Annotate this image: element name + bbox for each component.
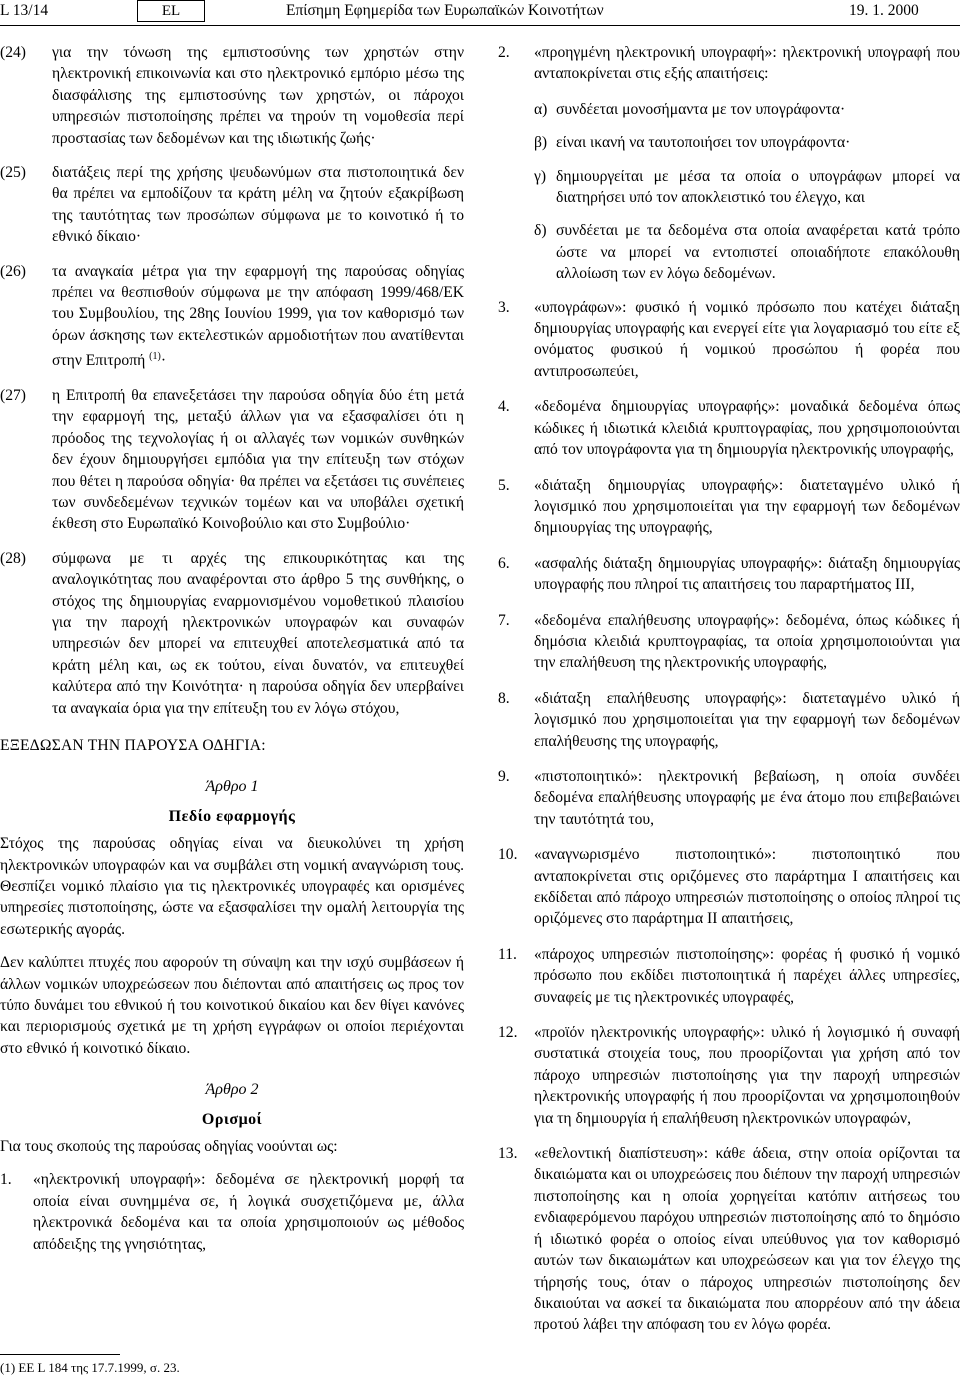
article-1-title: Πεδίο εφαρμογής <box>168 807 296 825</box>
issue-date: 19. 1. 2000 <box>849 2 919 19</box>
definition-number: 4. <box>498 398 510 416</box>
definition-text: «πάροχος υπηρεσιών πιστοποίησης»: φορέας ή φυσικό ή νομικό πρόσωπο που εκδίδει πιστοποιητικά ή παρέχει άλλες υπηρεσίες, συναφείς με τις ηλεκτρονικές υπογραφές, <box>534 945 960 1006</box>
definition-number: 3. <box>498 298 510 316</box>
definition-number: 2. <box>498 44 510 61</box>
recital <box>0 385 464 535</box>
recital <box>0 162 464 248</box>
definition-item <box>498 553 960 596</box>
recital-text: η Επιτροπή θα επανεξετάσει την παρούσα οδηγία δύο έτη μετά την εφαρμογή της, μεταξύ άλλων για να εξασφαλίσει ότι η πρόοδος της τεχνολογίας ή οι αλλαγές των νομικών συνθηκών δεν έχουν δημιουργήσει εμπόδια για την επίτευξη των στόχων που θέτει η παρούσα οδηγία· θα πρέπει να εξετάσει τις συνέπειες των συνδεδεμένων τεχνικών τομέων και να υποβάλει σχετική έκθεση στο Ευρωπαϊκό Κοινοβούλιο και στο Συμβούλιο· <box>52 386 464 533</box>
footnote-mark: (1) <box>0 1360 16 1375</box>
definition-number: 1. <box>0 1171 12 1189</box>
subitem-letter: α) <box>534 100 548 118</box>
definition-sublist <box>498 99 960 285</box>
recital-number: (25) <box>0 164 26 182</box>
recital-text-wrap <box>52 261 464 372</box>
subitem-letter: δ) <box>534 222 547 240</box>
definition-text: «αναγνωρισμένο πιστοποιητικό»: πιστοποιητικό που ανταποκρίνεται στις οριζόμενες στο παράρτημα I απαιτήσεις και εκδίδεται από πάροχο υπηρεσιών πιστοποίησης ο οποίος πληροί τις οριζόμενες στο παράρτημα II απαιτήσεις, <box>534 846 960 928</box>
footnote-text: ΕΕ L 184 της 17.7.1999, σ. 23. <box>18 1360 180 1375</box>
subitem-text: δημιουργείται με μέσα τα οποία ο υπογράφων μπορεί να διατηρήσει υπό τον αποκλειστικό του έλεγχο, και <box>556 167 960 207</box>
definition-subitem <box>534 220 960 284</box>
definition-subitem <box>534 132 960 153</box>
definition-subitem <box>534 99 960 120</box>
article-1-paragraph: Στόχος της παρούσας οδηγίας είναι να διευκολύνει τη χρήση ηλεκτρονικών υπογραφών και να συμβάλει στη νομική αναγνώριση τους. Θεσπίζει νομικό πλαίσιο για τις ηλεκτρονικές υπογραφές και ορισμένες υπηρεσίες πιστοποίησης, ώστε να εξασφαλίσει την ομαλή λειτουργία της εσωτερικής αγοράς. <box>0 835 464 938</box>
definition-text: «ασφαλής διάταξη δημιουργίας υπογραφής»: διάταξη δημιουργίας υπογραφής που πληροί τις απαιτήσεις του παραρτήματος III, <box>534 554 960 594</box>
definition-item <box>498 610 960 674</box>
article-2-label: Άρθρο 2 <box>205 1081 259 1099</box>
recital-text: διατάξεις περί της χρήσης ψευδωνύμων στα πιστοποιητικά δεν θα πρέπει να εμποδίζουν τα κράτη μέλη να ζητούν εξακρίβωση της ταυτότητας των προσώπων σύμφωνα με το κοινοτικό ή το εθνικό δίκαιο· <box>52 164 464 246</box>
recital <box>0 261 464 372</box>
article-2-title: Ορισμοί <box>201 1110 263 1128</box>
footnote-ref[interactable]: (1) <box>149 351 161 363</box>
recital-number: (28) <box>0 549 26 567</box>
definition-text: «προηγμένη ηλεκτρονική υπογραφή»: ηλεκτρονική υπογραφή που ανταποκρίνεται στις εξής απαιτήσεις: <box>534 44 960 83</box>
definition-text: «εθελοντική διαπίστευση»: κάθε άδεια, στην οποία ορίζονται τα δικαιώματα και οι υποχρεώσεις που διέπουν την παροχή υπηρεσιών πιστοποίησης και η οποία χορηγείται κατόπιν αιτήσεως του ενδιαφερόμενου παρόχου υπηρεσιών πιστοποίησης από το δημόσιο ή ιδιωτικό φορέα ο οποίος είναι υπεύθυνος για τον καθορισμό αυτών των δικαιωμάτων και υποχρεώσεων και για τον έλεγχο της τήρησής τους, όταν ο πάροχος υπηρεσιών πιστοποίησης δεν δικαιούται να ασκεί τα δικαιώματα που απορρέουν από την άδεια προτού λάβει την απόφαση του εν λόγω φορέα. <box>534 1145 960 1334</box>
recital-number: (26) <box>0 262 26 280</box>
definition-number: 5. <box>498 476 510 494</box>
article-2-intro: Για τους σκοπούς της παρούσας οδηγίας νοούνται ως: <box>0 1138 338 1156</box>
definition-item <box>498 844 960 930</box>
subitem-letter: β) <box>534 134 548 152</box>
definition-text: «προϊόν ηλεκτρονικής υπογραφής»: υλικό ή λογισμικό ή συναφή συστατικά στοιχεία τους, που προορίζονται για χρήση από τον πάροχο υπηρεσιών πιστοποίησης για την παροχή υπηρεσιών ηλεκτρονικής υπογραφής ή που προορίζονται να χρησιμοποιηθούν για τη δημιουργία ή επαλήθευση ηλεκτρονικών υπογραφών, <box>534 1024 960 1127</box>
footnote <box>0 1360 180 1376</box>
language-badge: EL <box>137 0 205 22</box>
definition-number: 8. <box>498 689 510 707</box>
definition-number: 12. <box>498 1024 518 1042</box>
definition-item <box>498 1022 960 1129</box>
definition-number: 9. <box>498 767 510 785</box>
definition-subitem <box>534 166 960 209</box>
definition-item <box>498 766 960 830</box>
journal-title: Επίσημη Εφημερίδα των Ευρωπαϊκών Κοινοτήτων <box>286 2 604 19</box>
recital <box>0 42 464 149</box>
right-column <box>498 42 960 1350</box>
definition-number: 7. <box>498 611 510 629</box>
subitem-text: είναι ικανή να ταυτοποιήσει τον υπογράφοντα· <box>556 134 851 152</box>
article-1-label: Άρθρο 1 <box>205 778 259 796</box>
subitem-text: συνδέεται μονοσήμαντα με τον υπογράφοντα· <box>556 100 846 118</box>
page-header <box>0 0 960 30</box>
definition-number: 10. <box>498 846 518 864</box>
definition-item <box>498 297 960 383</box>
definition-text: «υπογράφων»: φυσικό ή νομικό πρόσωπο που κατέχει διάταξη δημιουργίας υπογραφής και ενεργεί είτε για λογαριασμό του είτε εξ ονόματος φυσικού ή νομικού προσώπου ή φορέα που αντιπροσωπεύει, <box>534 298 960 380</box>
recital-text: σύμφωνα με τι αρχές της επικουρικότητας και της αναλογικότητας που αναφέρονται στο άρθρο 5 της συνθήκης, ο στόχος της δημιουργίας εναρμονισμένου νομοθετικού πλαισίου για την παροχή ηλεκτρονικών υπογραφών και συναφών υπηρεσιών δεν μπορεί να επιτευχθεί αποτελεσματικά από τα κράτη μέλη και, ως εκ τούτου, είναι δυνατόν, να επιτευχθεί καλύτερα από την Κοινότητα· η παρούσα οδηγία δεν υπερβαίνει τα αναγκαία όρια για την επίτευξη του εν λόγω στόχου, <box>52 549 464 717</box>
definition-item <box>498 1143 960 1336</box>
recital-tail: · <box>160 352 167 370</box>
recital-number: (27) <box>0 386 26 404</box>
enacting-formula: ΕΞΕΔΩΣΑΝ ΤΗΝ ΠΑΡΟΥΣΑ ΟΔΗΓΙΑ: <box>0 736 266 754</box>
definition-text: «διάταξη επαλήθευσης υπογραφής»: διατεταγμένο υλικό ή λογισμικό που χρησιμοποιείται για την εφαρμογή των δεδομένων επαλήθευσης της υπογραφής, <box>534 689 960 750</box>
footnote-rule <box>0 1354 120 1355</box>
definition-text: «πιστοποιητικό»: ηλεκτρονική βεβαίωση, η οποία συνδέει δεδομένα επαλήθευσης υπογραφής με ένα άτομο που επιβεβαιώνει την ταυτότητά του, <box>534 767 960 828</box>
definition-text: «δεδομένα επαλήθευσης υπογραφής»: δεδομένα, όπως κώδικες ή δημόσια κλειδιά κρυπτογραφίας, τα οποία χρησιμοποιούνται για την επαλήθευση της ηλεκτρονικής υπογραφής, <box>534 611 960 672</box>
definition-number: 13. <box>498 1145 518 1163</box>
definition-item <box>0 1169 464 1255</box>
article-1-paragraph: Δεν καλύπτει πτυχές που αφορούν τη σύναψη και την ισχύ συμβάσεων ή άλλων νομικών υποχρεώσεων που διέπονται από απαιτήσεις ως προς τον τύπο δυνάμει του εθνικού ή του κοινοτικού δικαίου και δεν θίγει κανόνες και περιορισμούς σχετικά με τη χρήση εγγράφων οι οποίοι περιέχονται στο εθνικό ή κοινοτικό δίκαιο. <box>0 954 464 1057</box>
recital <box>0 548 464 719</box>
definition-number: 11. <box>498 945 517 963</box>
definition-item <box>498 42 960 85</box>
definition-number: 6. <box>498 554 510 572</box>
definition-text: «διάταξη δημιουργίας υπογραφής»: διατεταγμένο υλικό ή λογισμικό που χρησιμοποιείται για την εφαρμογή των δεδομένων δημιουργίας της υπογραφής, <box>534 476 960 537</box>
left-column <box>0 42 464 1269</box>
definition-text: «ηλεκτρονική υπογραφή»: δεδομένα σε ηλεκτρονική μορφή τα οποία είναι συνημμένα σε, ή λογικά συσχετιζόμενα με, άλλα ηλεκτρονικά δεδομένα και τα οποία χρησιμοποιούν ως μέθοδος απόδειξης της γνησιότητας, <box>33 1171 464 1253</box>
definition-item <box>498 475 960 539</box>
header-rule <box>0 25 960 26</box>
definition-item <box>498 688 960 752</box>
page-number: L 13/14 <box>0 2 49 19</box>
definition-item <box>498 944 960 1008</box>
recital-text: για την τόνωση της εμπιστοσύνης των χρηστών στην ηλεκτρονική επικοινωνία και στο ηλεκτρονικό εμπόριο μέσω της διασφάλισης της εμπιστοσύνης των χρηστών, οι πάροχοι υπηρεσιών πιστοποίησης πρέπει να τηρούν τη νομοθεσία περί προστασίας των δεδομένων και της ιδιωτικής ζωής· <box>52 44 464 147</box>
definition-item <box>498 396 960 460</box>
recital-number: (24) <box>0 44 26 61</box>
definition-text: «δεδομένα δημιουργίας υπογραφής»: μοναδικά δεδομένα όπως κώδικες ή ιδιωτικά κλειδιά κρυπτογραφίας, που χρησιμοποιούνται από τον υπογράφοντα για τη δημιουργία ηλεκτρονικής υπογραφής, <box>534 398 960 459</box>
recital-text: τα αναγκαία μέτρα για την εφαρμογή της παρούσας οδηγίας πρέπει να θεσπισθούν σύμφωνα με την απόφαση 1999/468/ΕΚ του Συμβουλίου, της 28ης Ιουνίου 1999, για τον καθορισμό των όρων άσκησης των εκτελεστικών αρμοδιοτήτων που ανατίθενται στην Επιτροπή <box>52 262 464 370</box>
subitem-text: συνδέεται με τα δεδομένα στα οποία αναφέρεται κατά τρόπο ώστε να μπορεί να εντοπιστεί οποιαδήποτε επακόλουθη αλλοίωση των εν λόγω δεδομένων. <box>556 222 960 283</box>
subitem-letter: γ) <box>534 167 547 185</box>
